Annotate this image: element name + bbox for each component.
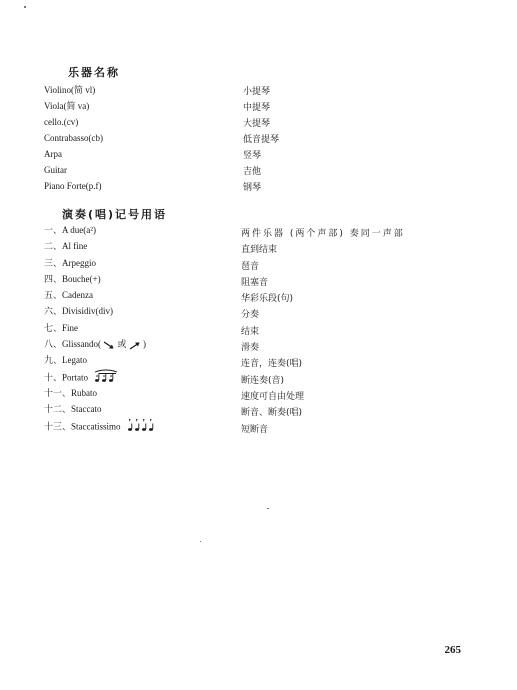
list-item: 竖琴 [243, 151, 262, 161]
list-item: 两件乐器 (两个声部) 奏同一声部 [241, 229, 405, 239]
scan-speck [267, 508, 269, 509]
list-item: Contrabasso(cb) [44, 133, 103, 143]
list-item: 大提琴 [243, 119, 271, 129]
list-item: 短断音 [241, 424, 269, 435]
list-item: 断连奏(音) [241, 375, 285, 386]
arrow-up-right-icon [129, 339, 143, 349]
scan-speck [24, 6, 26, 8]
glissando-label: 八、Glissando( [44, 339, 101, 350]
list-item-portato [44, 369, 156, 385]
list-item: 结束 [241, 326, 260, 337]
list-item: 中提琴 [243, 103, 271, 113]
instrument-names-heading: 乐器名称 [68, 66, 120, 79]
glissando-close: ) [143, 339, 147, 350]
list-item: Arpa [44, 149, 62, 159]
list-item: Guitar [44, 165, 67, 175]
list-item: 五、Cadenza [44, 290, 93, 301]
list-item: 小提琴 [243, 87, 271, 97]
staccatissimo-label: 十三、Staccatissimo [44, 421, 121, 432]
performance-terms-chinese-list [241, 226, 405, 438]
list-item: Piano Forte(p.f) [44, 181, 102, 191]
list-item: cello.(cv) [44, 117, 79, 127]
list-item: 钢琴 [243, 183, 262, 193]
list-item: 十二、Staccato [44, 404, 102, 415]
portato-label: 十、Portato [44, 372, 88, 383]
scan-speck [200, 541, 201, 542]
glissando-or: 或 [117, 340, 127, 351]
list-item: 琶音 [241, 261, 260, 272]
list-item: 阻塞音 [241, 277, 269, 288]
list-item: 吉他 [243, 167, 262, 177]
performance-terms-list [44, 222, 156, 434]
list-item: Viola(简 va) [44, 101, 90, 111]
list-item: 一、A due(a²) [44, 225, 96, 235]
list-item: 速度可自由处理 [241, 391, 305, 402]
staccatissimo-notes-icon [126, 418, 156, 437]
performance-terms-heading: 演奏(唱)记号用语 [62, 208, 168, 221]
list-item: Violino(简 vl) [44, 85, 96, 95]
list-item: 断音、断奏(唱) [241, 408, 303, 419]
page-number: 265 [444, 644, 461, 656]
list-item: 九、Legato [44, 355, 87, 366]
list-item: 七、Fine [44, 322, 79, 333]
list-item: 四、Bouche(+) [44, 273, 101, 284]
arrow-down-right-icon [103, 339, 117, 349]
list-item: 低音提琴 [243, 135, 280, 145]
list-item: 十一、Rubato [44, 387, 97, 398]
list-item-staccatissimo [44, 418, 156, 434]
list-item: 二、Al fine [44, 241, 88, 252]
list-item: 华彩乐段(句) [241, 294, 294, 305]
list-item: 滑奏 [241, 343, 260, 354]
instrument-chinese-list [243, 84, 279, 196]
list-item: 三、Arpeggio [44, 257, 96, 268]
list-item: 六、Divisidiv(div) [44, 306, 113, 317]
list-item: 分奏 [241, 310, 260, 321]
list-item: 连音，连奏(唱) [241, 359, 303, 370]
portato-notes-icon [93, 369, 119, 388]
list-item: 直到结束 [241, 245, 278, 256]
list-item-glissando [44, 336, 156, 352]
instrument-italian-list [44, 82, 103, 194]
